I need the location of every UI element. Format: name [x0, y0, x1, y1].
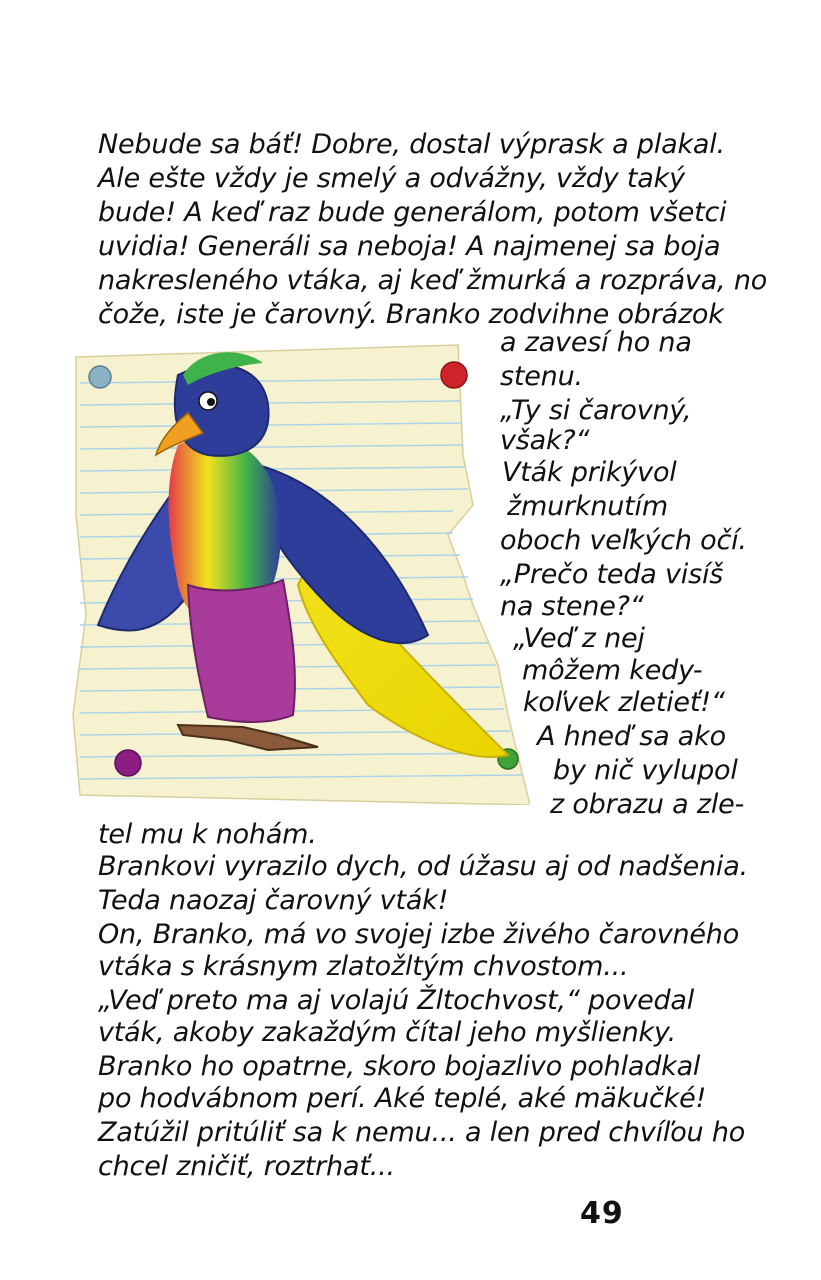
- text-line: Nebude sa báť! Dobre, dostal výprask a plakal.: [98, 129, 725, 160]
- text-line: po hodvábnom perí. Aké teplé, aké mäkučké!: [98, 1083, 707, 1114]
- text-line: „Veď preto ma aj volajú Žltochvost,“ povedal: [98, 985, 695, 1016]
- text-line: vták, akoby zakaždým čítal jeho myšlienky.: [98, 1017, 677, 1048]
- text-line: by nič vylupol: [553, 755, 738, 786]
- text-line: však?“: [500, 425, 590, 456]
- text-line: bude! A keď raz bude generálom, potom všetci: [98, 197, 727, 228]
- text-line: On, Branko, má vo svojej izbe živého čarovného: [98, 919, 740, 950]
- text-line: „Veď z nej: [513, 623, 645, 654]
- bird-illustration: [68, 335, 530, 805]
- text-line: „Ty si čarovný,: [500, 395, 692, 426]
- text-line: Brankovi vyrazilo dych, od úžasu aj od nadšenia.: [98, 851, 748, 882]
- text-line: oboch veľkých očí.: [500, 525, 747, 556]
- text-line: Branko ho opatrne, skoro bojazlivo pohladkal: [98, 1051, 701, 1082]
- text-line: vtáka s krásnym zlatožltým chvostom...: [98, 951, 629, 982]
- text-line: Zatúžil pritúliť sa k nemu... a len pred chvíľou ho: [98, 1117, 746, 1148]
- text-line: tel mu k nohám.: [98, 819, 317, 850]
- text-line: z obrazu a zle-: [550, 789, 745, 820]
- page-number: 49: [580, 1196, 624, 1231]
- bird-legs: [188, 580, 295, 722]
- text-line: uvidia! Generáli sa neboja! A najmenej sa boja: [98, 231, 721, 262]
- text-line: stenu.: [500, 361, 583, 392]
- text-line: Ale ešte vždy je smelý a odvážny, vždy taký: [98, 163, 685, 194]
- text-line: chcel zničiť, roztrhať...: [98, 1151, 395, 1182]
- text-line: nakresleného vtáka, aj keď žmurká a rozpráva, no: [98, 265, 768, 296]
- pin-red: [441, 362, 467, 388]
- pin-blue: [89, 366, 111, 388]
- text-line: môžem kedy-: [522, 655, 703, 686]
- text-line: čože, iste je čarovný. Branko zodvihne obrázok: [98, 299, 724, 330]
- text-line: „Prečo teda visíš: [500, 559, 724, 590]
- text-line: Vták prikývol: [502, 457, 677, 488]
- text-line: koľvek zletieť!“: [523, 687, 725, 718]
- text-line: A hneď sa ako: [537, 721, 726, 752]
- text-line: na stene?“: [500, 591, 644, 622]
- text-line: Teda naozaj čarovný vták!: [98, 885, 449, 916]
- pin-purple: [115, 750, 141, 776]
- text-line: a zavesí ho na: [500, 327, 692, 358]
- text-line: žmurknutím: [507, 491, 668, 522]
